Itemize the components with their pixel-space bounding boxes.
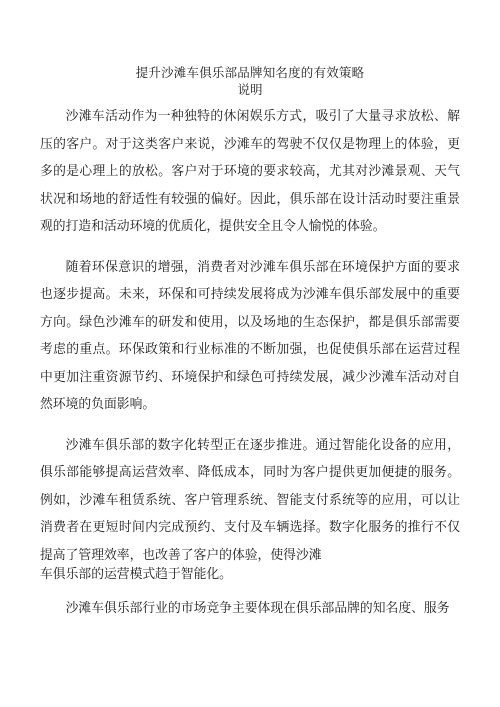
document-body	[40, 103, 460, 636]
paragraph-1	[40, 103, 460, 241]
paragraph-4	[40, 595, 460, 623]
paragraph-3-continuation: 车俱乐部的运营模式趋于智能化。	[40, 567, 232, 582]
paragraph-2	[40, 254, 460, 419]
paragraph-3	[40, 432, 460, 586]
paragraph-1-text: 沙滩车活动作为一种独特的休闲娱乐方式，吸引了大量寻求放松、解压的客户。对于这类客户来说，沙滩车的驾驶不仅仅是物理上的体验，更多的是心理上的放松。客户对于环境的要求较高，尤其对沙滩景观、天气状况和场地的舒适性有较强的偏好。因此，俱乐部在设计活动时要注重景观的打造和活动环境的优质化，提供安全且令人愉悦的体验。	[40, 109, 460, 234]
paragraph-3-text: 沙滩车俱乐部的数字化转型正在逐步推进。通过智能化设备的应用，俱乐部能够提高运营效率、降低成本，同时为客户提供更加便捷的服务。例如，沙滩车租赁系统、客户管理系统、智能支付系统等的应用，可以让消费者在更短时间内完成预约、支付及车辆选择。数字化服务的推行不仅提高了管理效率，也改善了客户的体验，使得沙滩	[40, 437, 460, 563]
paragraph-2-text: 随着环保意识的增强，消费者对沙滩车俱乐部在环境保护方面的要求也逐步提高。未来，环保和可持续发展将成为沙滩车俱乐部发展中的重要方向。绿色沙滩车的研发和使用，以及场地的生态保护，都是俱乐部需要考虑的重点。环保政策和行业标准的不断加强，也促使俱乐部在运营过程中更加注重资源节约、环境保护和绿色可持续发展，减少沙滩车活动对自然环境的负面影响。	[40, 259, 460, 412]
document-subtitle: 说明	[237, 82, 263, 97]
document-title: 提升沙滩车俱乐部品牌知名度的有效策略	[135, 65, 365, 80]
paragraph-4-text: 沙滩车俱乐部行业的市场竞争主要体现在俱乐部品牌的知名度、服务	[65, 601, 450, 616]
